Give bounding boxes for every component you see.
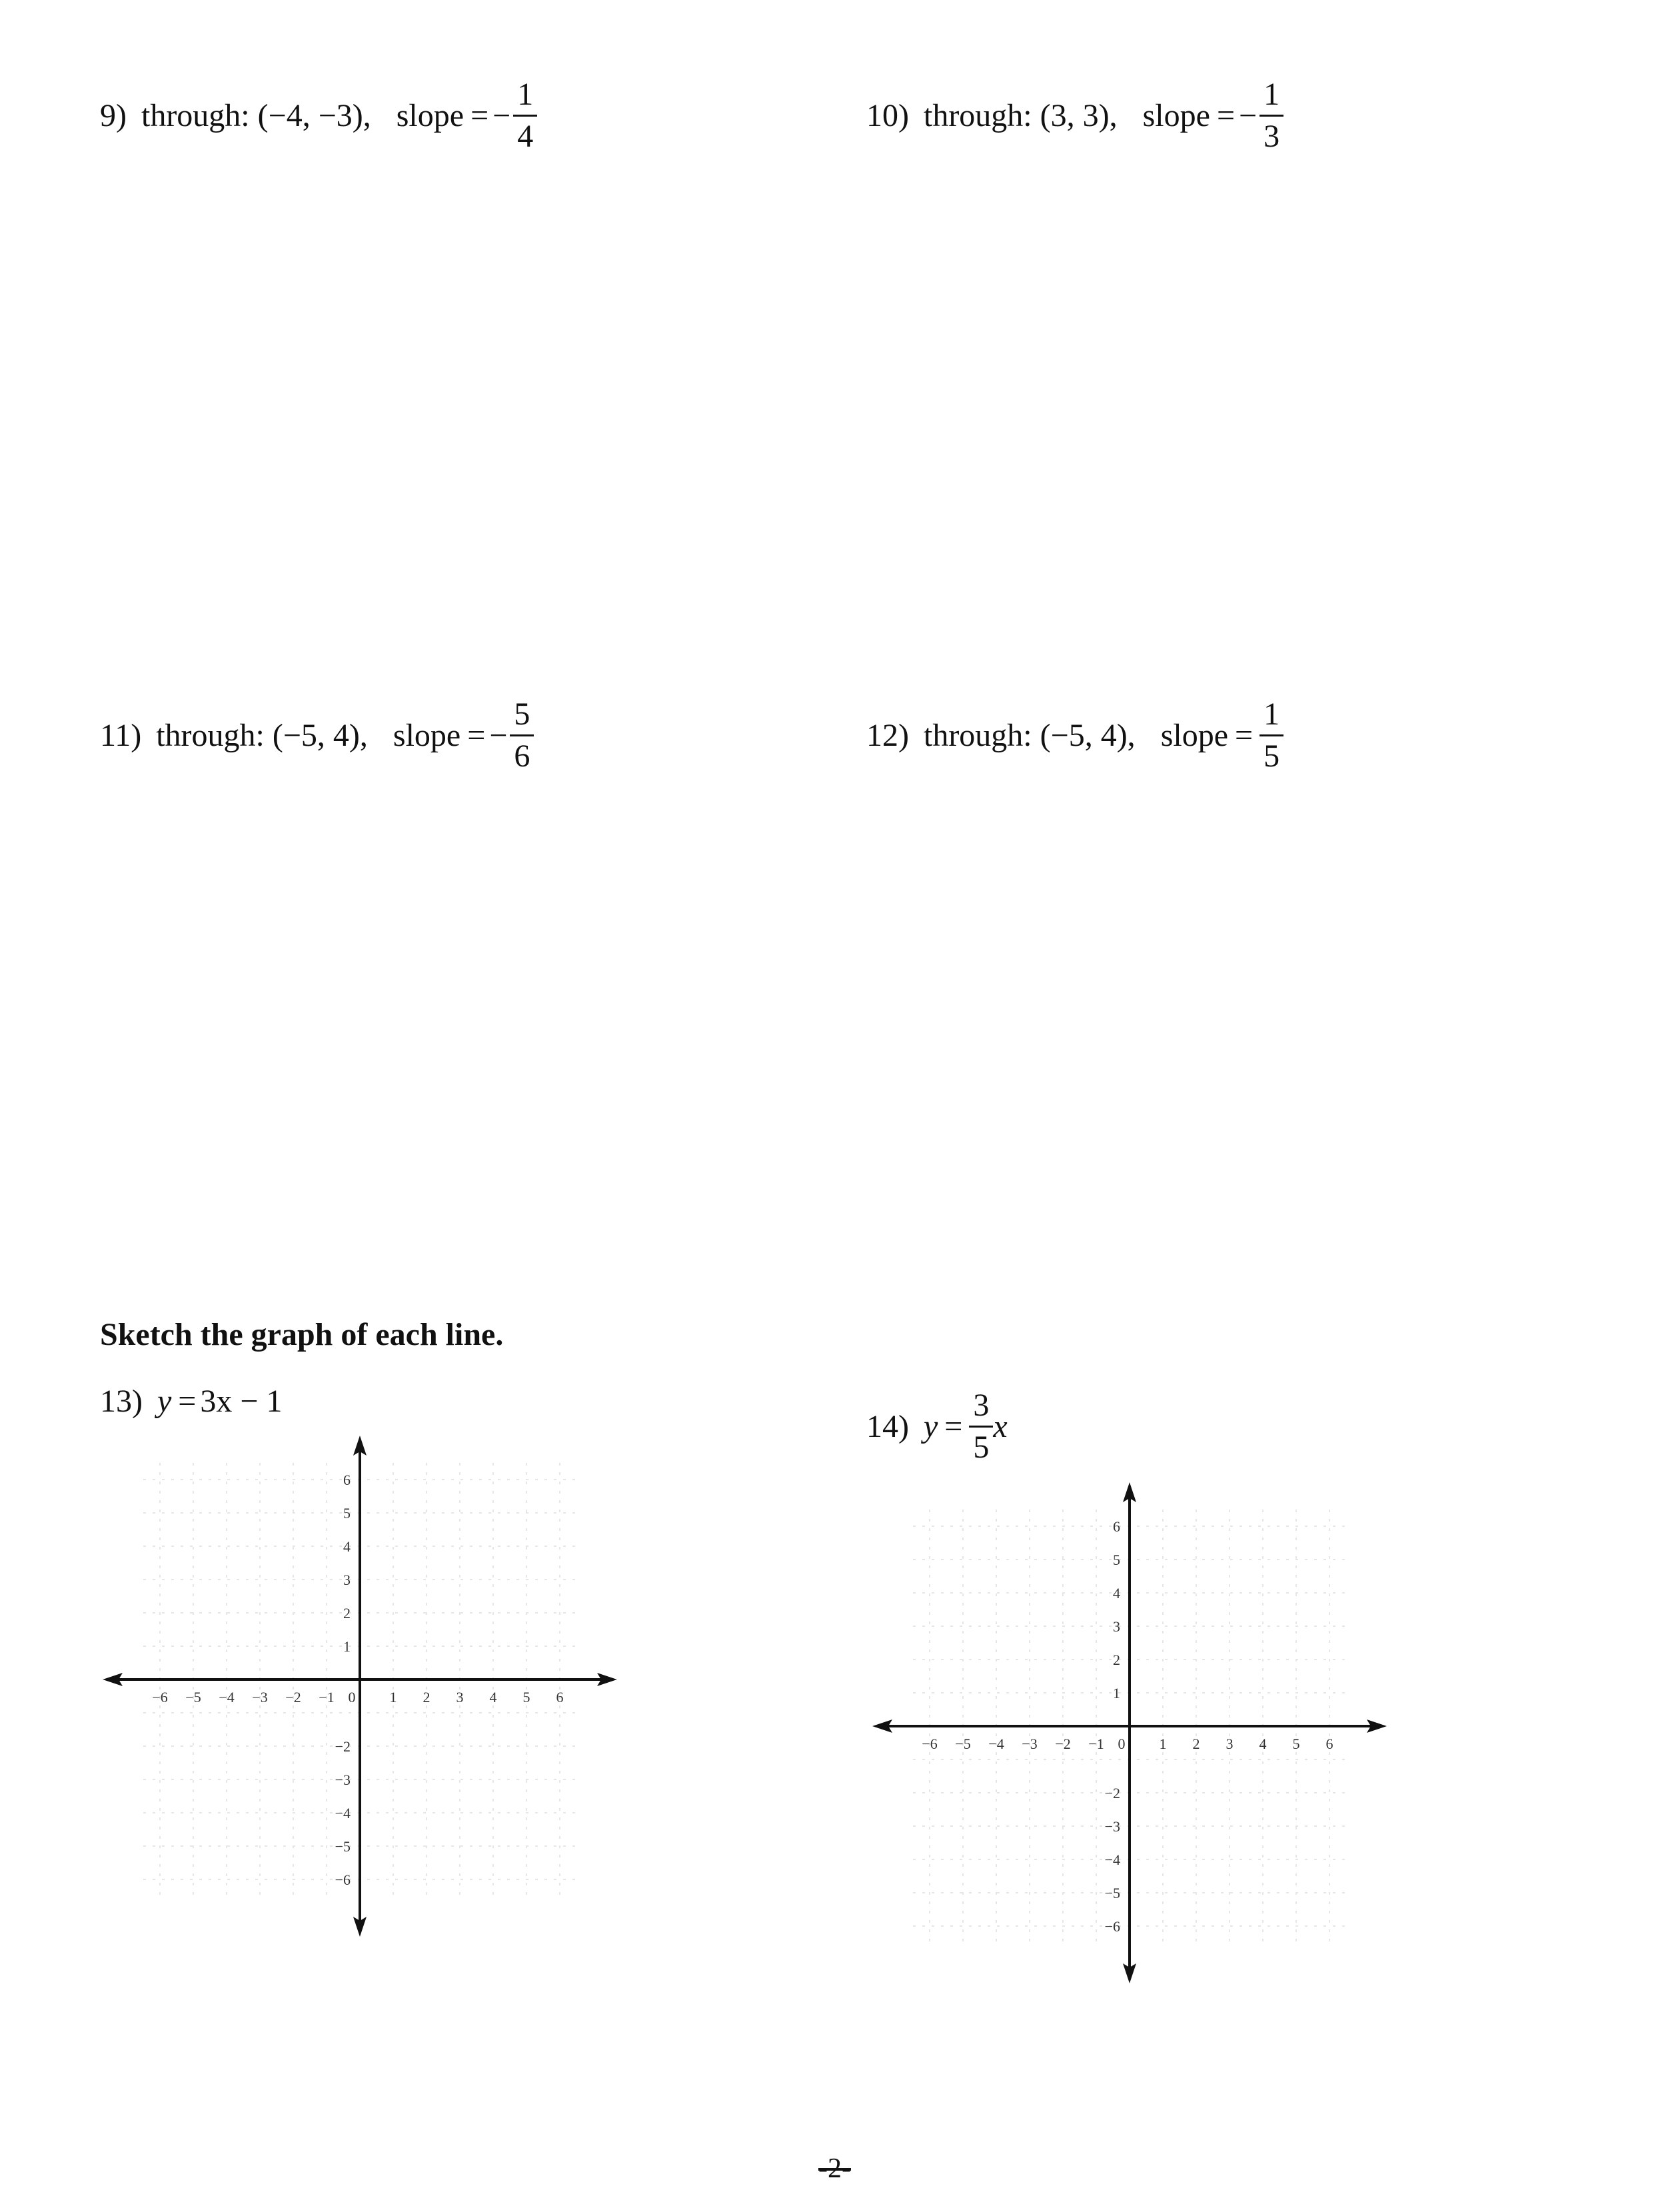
x-tick-label: 5 [1292, 1735, 1300, 1752]
origin-label: 0 [348, 1689, 356, 1705]
slope-numerator: 5 [514, 696, 530, 732]
y-tick-label: 3 [1113, 1618, 1120, 1635]
coefficient-fraction [969, 1390, 993, 1464]
y-tick-label: 6 [343, 1472, 351, 1488]
slope-sign: − [1239, 98, 1258, 133]
coefficient-numerator: 3 [973, 1388, 990, 1423]
problem-number: 14) [866, 1409, 909, 1444]
y-tick-label: −5 [1104, 1885, 1120, 1901]
equation-expression: 3x − 1 [200, 1384, 283, 1419]
slope-sign: − [492, 98, 511, 133]
problem-10 [866, 79, 1283, 153]
y-tick-label: −3 [1104, 1818, 1120, 1835]
problem-14 [866, 1390, 1008, 1464]
y-tick-label: 1 [1113, 1685, 1120, 1701]
problem-13 [100, 1383, 282, 1420]
x-tick-label: 4 [489, 1689, 497, 1705]
x-tick-label: 2 [422, 1689, 430, 1705]
point: (−5, 4), [272, 718, 368, 753]
slope-denominator: 6 [510, 734, 534, 772]
equals-sign: = [470, 98, 489, 133]
x-tick-label: 2 [1192, 1735, 1200, 1752]
through-label: through: [923, 718, 1032, 753]
origin-label: 0 [1118, 1735, 1126, 1752]
x-tick-label: 6 [1325, 1735, 1333, 1752]
x-tick-label: −6 [922, 1735, 938, 1752]
problem-number: 9) [100, 98, 127, 133]
through-label: through: [923, 98, 1032, 133]
equals-sign: = [1216, 98, 1236, 133]
slope-numerator: 1 [517, 77, 534, 112]
through-label: through: [156, 718, 265, 753]
x-tick-label: −2 [285, 1689, 301, 1705]
slope-numerator: 1 [1263, 77, 1280, 112]
slope-fraction [510, 698, 534, 772]
problem-9 [100, 79, 537, 153]
y-tick-label: −5 [335, 1838, 351, 1855]
slope-label: slope [396, 98, 464, 133]
slope-label: slope [1142, 98, 1210, 133]
equation-y: y [923, 1409, 938, 1444]
problem-number: 11) [100, 718, 142, 753]
y-tick-label: 2 [1113, 1651, 1120, 1668]
page-number: -2- [818, 2153, 851, 2184]
slope-denominator: 5 [1260, 734, 1283, 772]
problem-number: 13) [100, 1384, 143, 1419]
y-tick-label: 3 [343, 1572, 351, 1588]
slope-sign: − [489, 718, 508, 753]
slope-fraction [1260, 698, 1283, 772]
y-tick-label: 2 [343, 1605, 351, 1622]
problem-12 [866, 698, 1283, 772]
y-tick-label: −4 [335, 1805, 351, 1821]
equation-x: x [993, 1409, 1008, 1444]
y-tick-label: 4 [1113, 1585, 1120, 1602]
slope-fraction [1260, 79, 1283, 153]
x-tick-label: −4 [219, 1689, 235, 1705]
point: (3, 3), [1040, 98, 1118, 133]
y-tick-label: −3 [335, 1771, 351, 1788]
problem-number: 12) [866, 718, 909, 753]
equals-sign: = [944, 1409, 963, 1444]
coordinate-plane-14[interactable] [870, 1480, 1389, 1986]
problem-number: 10) [866, 98, 909, 133]
slope-fraction [513, 79, 537, 153]
x-tick-label: −2 [1055, 1735, 1071, 1752]
slope-denominator: 3 [1260, 115, 1283, 153]
y-tick-label: 6 [1113, 1518, 1120, 1535]
x-tick-label: 1 [1159, 1735, 1167, 1752]
y-tick-label: −2 [335, 1738, 351, 1755]
equals-sign: = [1235, 718, 1254, 753]
y-tick-label: −2 [1104, 1785, 1120, 1801]
coefficient-denominator: 5 [969, 1426, 993, 1464]
y-tick-label: −4 [1104, 1851, 1120, 1868]
x-tick-label: −3 [252, 1689, 268, 1705]
through-label: through: [141, 98, 250, 133]
y-tick-label: 5 [343, 1505, 351, 1522]
problem-11 [100, 698, 534, 772]
x-tick-label: −4 [988, 1735, 1004, 1752]
slope-denominator: 4 [513, 115, 537, 153]
equals-sign: = [178, 1384, 197, 1419]
x-tick-label: −6 [152, 1689, 168, 1705]
y-tick-label: −6 [335, 1871, 351, 1888]
equals-sign: = [467, 718, 486, 753]
slope-numerator: 1 [1263, 696, 1280, 732]
x-tick-label: 1 [389, 1689, 397, 1705]
y-tick-label: 1 [343, 1638, 351, 1655]
coordinate-plane-13[interactable] [100, 1433, 620, 1939]
x-tick-label: −1 [1088, 1735, 1104, 1752]
point: (−5, 4), [1040, 718, 1136, 753]
y-tick-label: 4 [343, 1538, 351, 1555]
x-tick-label: −3 [1022, 1735, 1038, 1752]
y-tick-label: 5 [1113, 1552, 1120, 1568]
section-heading: Sketch the graph of each line. [100, 1317, 504, 1352]
x-tick-label: 4 [1259, 1735, 1267, 1752]
x-tick-label: 6 [556, 1689, 564, 1705]
x-tick-label: −5 [955, 1735, 971, 1752]
x-tick-label: −1 [319, 1689, 335, 1705]
x-tick-label: −5 [185, 1689, 201, 1705]
x-tick-label: 3 [456, 1689, 464, 1705]
y-tick-label: −6 [1104, 1918, 1120, 1935]
point: (−4, −3), [257, 98, 371, 133]
equation-y: y [157, 1384, 172, 1419]
x-tick-label: 5 [522, 1689, 530, 1705]
x-tick-label: 3 [1226, 1735, 1234, 1752]
slope-label: slope [393, 718, 461, 753]
slope-label: slope [1160, 718, 1229, 753]
